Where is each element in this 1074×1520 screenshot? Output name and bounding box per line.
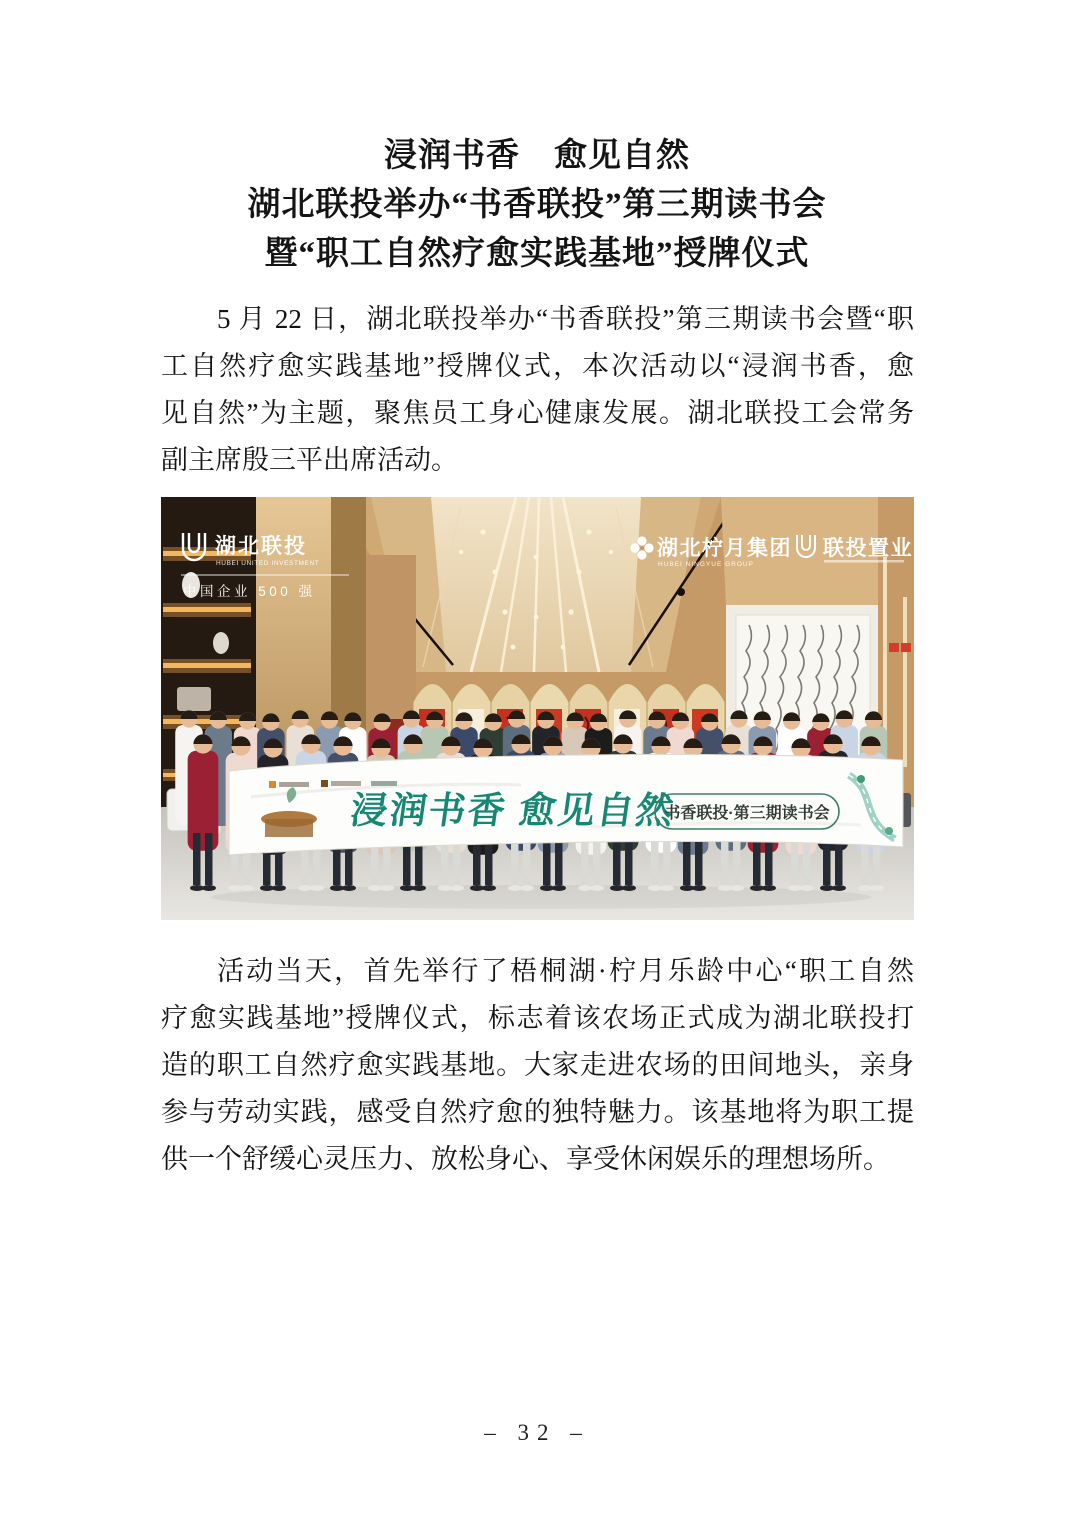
title-line-2: 湖北联投举办“书香联投”第三期读书会 — [247, 187, 827, 223]
svg-text:湖北联投: 湖北联投 — [215, 535, 307, 558]
event-photo — [161, 497, 914, 920]
paragraph-line: 副主席殷三平出席活动。 — [161, 445, 458, 475]
paragraph-line: 疗愈实践基地”授牌仪式，标志着该农场正式成为湖北联投打 — [161, 1003, 914, 1033]
article-title — [159, 132, 915, 279]
event-photo-illustration — [161, 497, 914, 920]
svg-text:中国企业 500 强: 中国企业 500 强 — [183, 584, 316, 599]
paragraph-line: 5 月 22 日，湖北联投举办“书香联投”第三期读书会暨“职 — [217, 304, 914, 334]
person-figure — [188, 734, 219, 850]
svg-text:HUBEI NINGYUE GROUP: HUBEI NINGYUE GROUP — [658, 561, 754, 568]
svg-text:HUBEI UNITED INVESTMENT: HUBEI UNITED INVESTMENT — [216, 560, 320, 567]
paragraph-line: 工自然疗愈实践基地”授牌仪式，本次活动以“浸润书香，愈 — [161, 351, 914, 381]
paragraph-line: 见自然”为主题，聚焦员工身心健康发展。湖北联投工会常务 — [161, 398, 914, 428]
paragraph-2 — [161, 948, 914, 1183]
paragraph-line: 活动当天，首先举行了梧桐湖·柠月乐龄中心“职工自然 — [217, 956, 914, 986]
paragraph-line: 供一个舒缓心灵压力、放松身心、享受休闲娱乐的理想场所。 — [161, 1144, 890, 1174]
banner-slogan — [348, 789, 678, 831]
paragraph-line: 参与劳动实践，感受自然疗愈的独特魅力。该基地将为职工提 — [161, 1097, 914, 1127]
page-number: – 32 – — [484, 1420, 590, 1445]
event-banner — [229, 754, 903, 855]
svg-text:浸润书香 愈见自然: 浸润书香 愈见自然 — [347, 789, 678, 831]
title-line-1: 浸润书香 愈见自然 — [384, 138, 690, 174]
paragraph-1 — [161, 296, 914, 484]
svg-text:湖北柠月集团: 湖北柠月集团 — [657, 537, 792, 560]
svg-text:联投置业: 联投置业 — [823, 537, 913, 560]
svg-text:书香联投·第三期读书会: 书香联投·第三期读书会 — [664, 805, 830, 822]
paragraph-line: 造的职工自然疗愈实践基地。大家走进农场的田间地头，亲身 — [161, 1050, 914, 1080]
title-line-3: 暨“职工自然疗愈实践基地”授牌仪式 — [264, 236, 810, 272]
